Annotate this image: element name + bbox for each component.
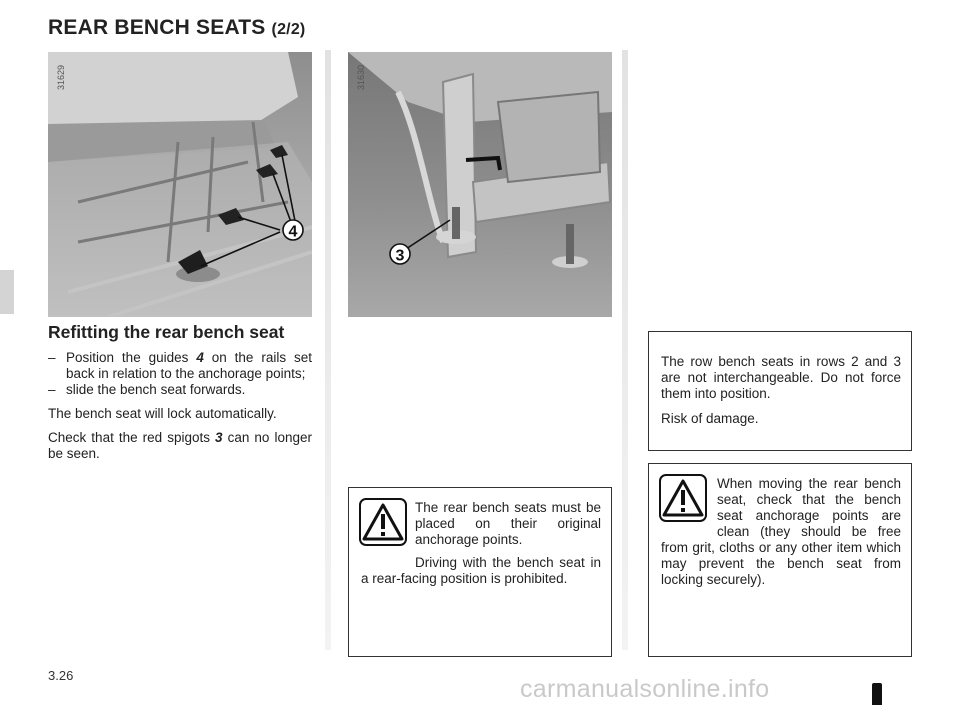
figure-guides-photo bbox=[48, 52, 312, 317]
page-number: 3.26 bbox=[48, 668, 74, 683]
chapter-tab bbox=[0, 270, 14, 314]
watermark: carmanualsonline.info bbox=[520, 675, 770, 703]
warning-text: When moving the rear bench seat, check that the bench seat anchorage points are clean (they should be free from grit, cloths or any other item which may prevent the bench seat from locking securely). bbox=[661, 476, 901, 587]
corner-mark bbox=[872, 683, 882, 705]
title-main: REAR BENCH SEATS bbox=[48, 16, 266, 39]
figure-spigot-photo bbox=[348, 52, 612, 317]
callout-3: 3 bbox=[395, 247, 405, 265]
warning-box bbox=[348, 487, 612, 657]
warning-text: The rear bench seats must be placed on their original anchorage points. bbox=[415, 500, 601, 547]
title-sub: (2/2) bbox=[271, 21, 306, 38]
warning-triangle-icon bbox=[359, 498, 407, 546]
note-text: The row bench seats in rows 2 and 3 are not interchangeable. Do not force them into position. bbox=[661, 354, 901, 401]
note-text: Risk of damage. bbox=[661, 411, 759, 426]
column-divider bbox=[622, 50, 628, 650]
page-title bbox=[48, 16, 305, 40]
warning-triangle-icon bbox=[659, 474, 707, 522]
callout-4: 4 bbox=[288, 223, 298, 241]
note-box bbox=[648, 331, 912, 451]
section-heading: Refitting the rear bench seat bbox=[48, 322, 285, 342]
paragraph: The bench seat will lock automatically. bbox=[48, 406, 277, 421]
column-divider bbox=[325, 50, 331, 650]
list-item: – Position the guides 4 on the rails set back in relation to the anchorage points; bbox=[48, 350, 312, 381]
section-body bbox=[48, 350, 312, 462]
warning-text: Driving with the bench seat in a rear-facing position is prohibited. bbox=[361, 555, 601, 586]
warning-box bbox=[648, 463, 912, 657]
list-item: – slide the bench seat forwards. bbox=[48, 382, 246, 397]
paragraph: Check that the red spigots 3 can no longer be seen. bbox=[48, 430, 312, 461]
figure-code: 31630 bbox=[356, 64, 366, 90]
figure-code: 31629 bbox=[56, 64, 66, 90]
